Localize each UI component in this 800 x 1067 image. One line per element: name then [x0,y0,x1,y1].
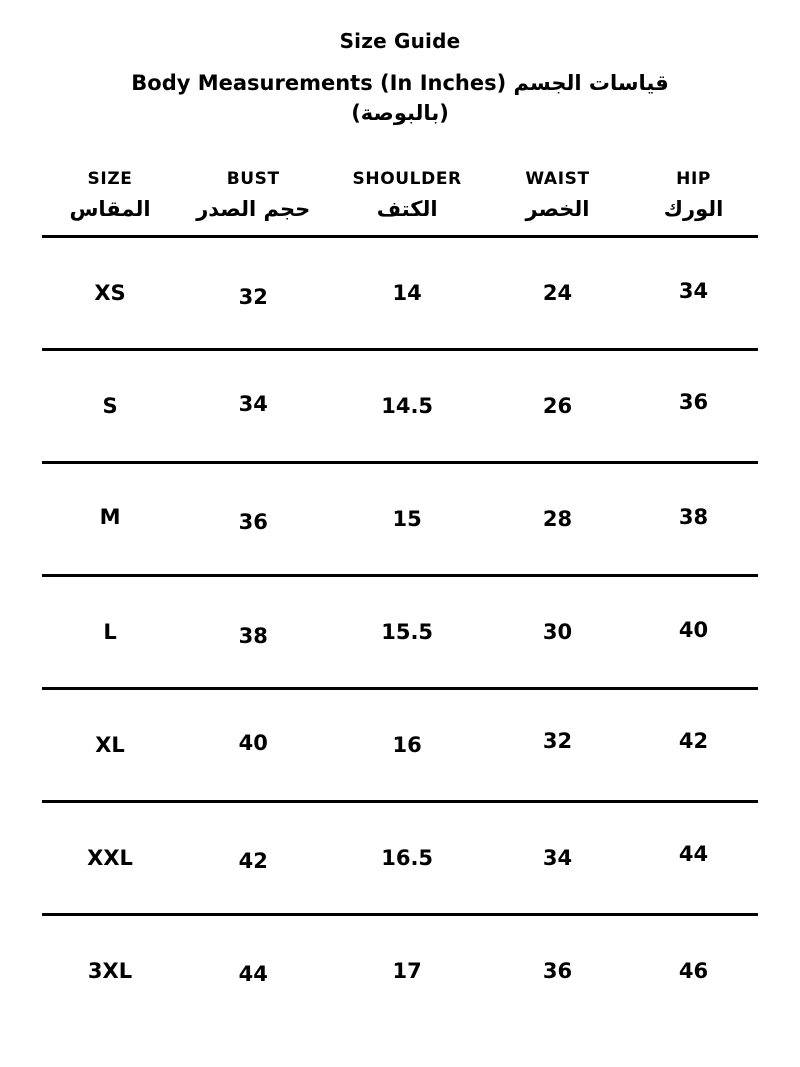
cell-bust: 36 [238,509,268,534]
header-size-ar: المقاس [42,195,178,237]
cell-size: XL [95,732,125,757]
header-waist-ar: الخصر [486,195,629,237]
size-chart-table [42,159,758,1026]
cell-bust: 32 [238,284,268,309]
cell-bust: 44 [238,961,268,986]
table-row [42,462,758,575]
table-row [42,236,758,349]
table-body [42,236,758,1026]
header-waist-en: WAIST [525,168,590,189]
table-row [42,349,758,462]
cell-shoulder: 15 [392,506,422,531]
cell-shoulder: 15.5 [381,619,434,644]
header-row-arabic [42,195,758,237]
page-subtitle: Body Measurements (In Inches) قياسات الجسم (بالبوصة) [131,71,669,126]
header-hip-ar: الورك [629,195,758,237]
cell-bust: 38 [238,623,268,648]
page-title: Size Guide [339,29,461,53]
cell-hip: 38 [678,504,709,529]
cell-waist: 34 [542,845,573,870]
header-size-en: SIZE [87,168,133,189]
cell-hip: 36 [678,389,709,414]
header-bust-ar: حجم الصدر [178,195,328,237]
cell-bust: 34 [238,391,268,416]
cell-size: XXL [87,845,133,870]
cell-waist: 26 [542,393,573,418]
title-block [0,0,800,129]
cell-bust: 40 [238,730,268,755]
cell-hip: 34 [678,278,709,303]
table-row [42,914,758,1026]
cell-bust: 42 [238,848,268,873]
cell-size: 3XL [87,958,133,983]
header-shoulder-en: SHOULDER [352,168,462,189]
cell-shoulder: 16.5 [381,845,434,870]
cell-waist: 36 [542,958,573,983]
cell-waist: 32 [542,728,573,753]
cell-size: S [102,393,118,418]
table-row [42,575,758,688]
table-row [42,688,758,801]
table-header [42,159,758,237]
cell-shoulder: 17 [392,958,422,983]
header-row-english [42,159,758,195]
cell-hip: 44 [678,841,709,866]
cell-shoulder: 14.5 [381,393,434,418]
cell-size: L [103,619,117,644]
header-hip-en: HIP [676,168,711,189]
table-row [42,801,758,914]
cell-size: M [99,504,121,529]
cell-hip: 40 [678,617,709,642]
cell-size: XS [94,280,126,305]
cell-shoulder: 16 [392,732,422,757]
size-table-container [0,159,800,1026]
cell-waist: 24 [542,280,573,305]
cell-waist: 30 [542,619,573,644]
cell-waist: 28 [542,506,573,531]
header-shoulder-ar: الكتف [328,195,486,237]
cell-hip: 46 [678,958,709,983]
cell-shoulder: 14 [392,280,422,305]
header-bust-en: BUST [226,168,280,189]
cell-hip: 42 [678,728,709,753]
